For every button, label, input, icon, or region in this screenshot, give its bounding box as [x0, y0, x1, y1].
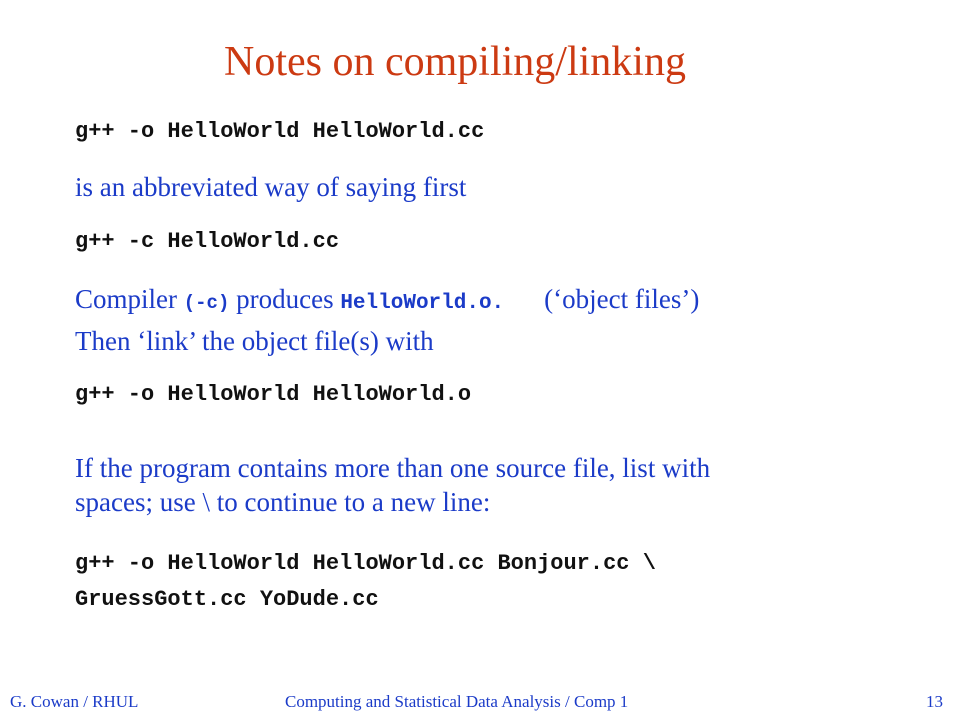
footer-page-number: 13 [926, 692, 943, 711]
text-abbreviated: is an abbreviated way of saying first [75, 172, 467, 202]
produces-word: produces [229, 284, 341, 314]
text-link-step: Then ‘link’ the object file(s) with [75, 326, 434, 356]
slide-title: Notes on compiling/linking [224, 39, 686, 85]
object-files-note: (‘object files’) [544, 284, 700, 314]
command-multi-line1: g++ -o HelloWorld HelloWorld.cc Bonjour.cc \ [75, 551, 656, 576]
command-multi-line2: GruessGott.cc YoDude.cc [75, 587, 379, 612]
command-link: g++ -o HelloWorld HelloWorld.o [75, 382, 472, 407]
object-file-name: HelloWorld.o. [340, 292, 505, 315]
compiler-flag: (-c) [183, 292, 230, 314]
footer-author: G. Cowan / RHUL [10, 692, 139, 711]
command-compile-only: g++ -c HelloWorld.cc [75, 229, 340, 254]
text-multiple-sources-line2: spaces; use \ to continue to a new line: [75, 487, 491, 517]
text-compiler-line [75, 282, 699, 321]
footer-course: Computing and Statistical Data Analysis / Comp 1 [285, 692, 629, 711]
compiler-word: Compiler [75, 284, 184, 314]
command-compile-link: g++ -o HelloWorld HelloWorld.cc [75, 119, 485, 144]
text-multiple-sources-line1: If the program contains more than one source file, list with [75, 453, 711, 483]
